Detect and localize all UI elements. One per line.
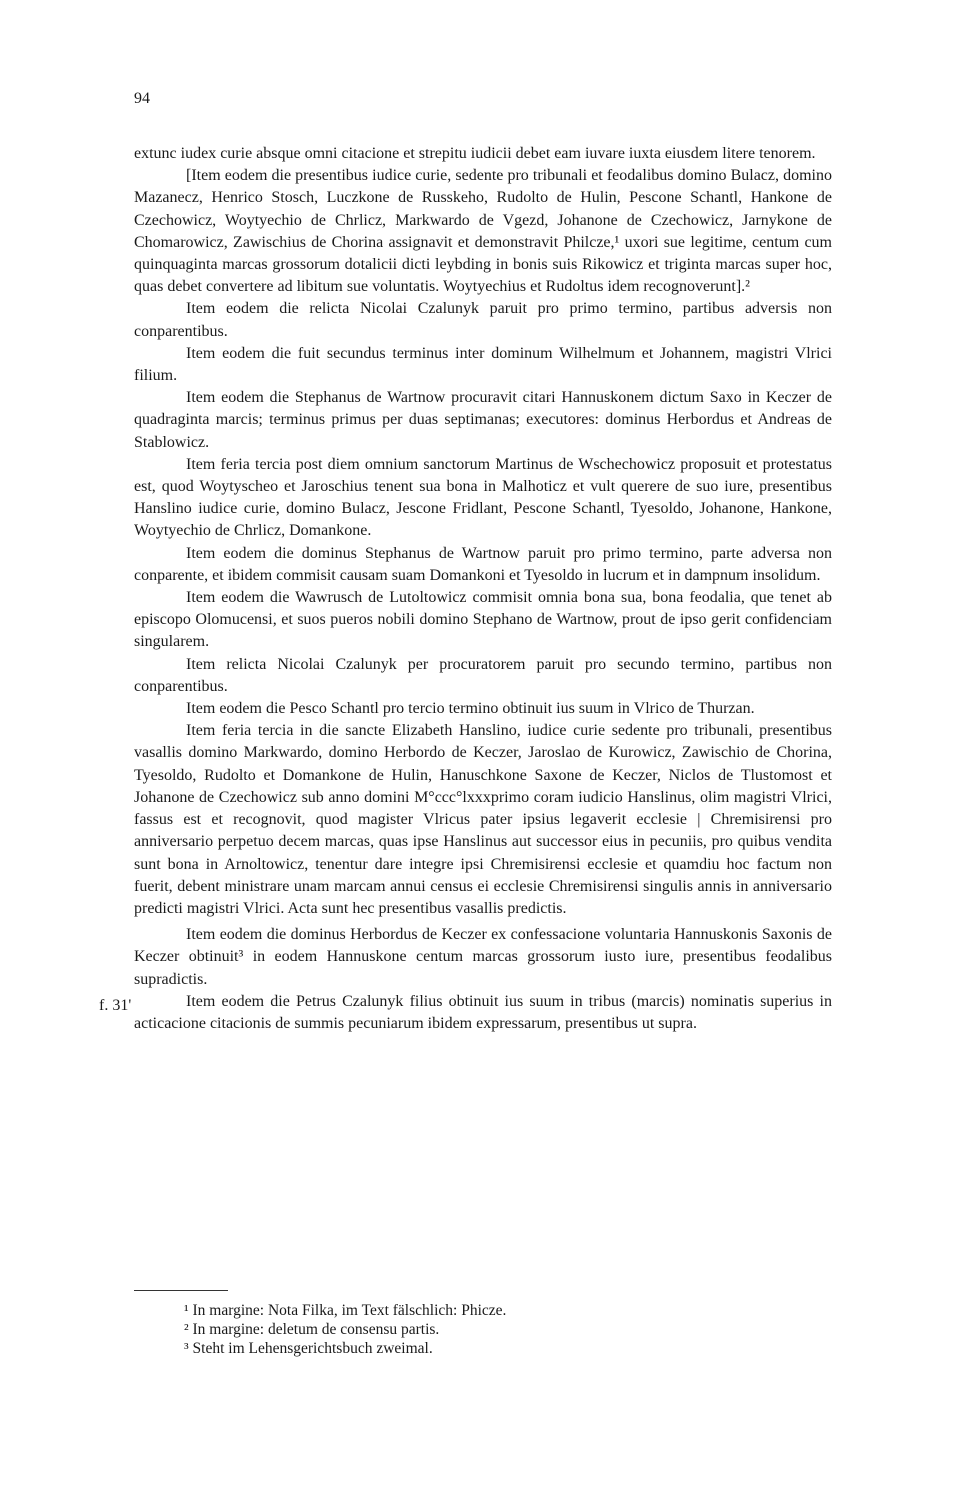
paragraph: Item eodem die dominus Stephanus de Wartnow paruit pro primo termino, parte adversa non conparente, et ibidem commisit causam suam Domankoni et Tyesoldo in lucrum et in dampnum insolidum.	[134, 544, 832, 584]
paragraph: Item eodem die Pesco Schantl pro tercio termino obtinuit ius suum in Vlrico de Thurzan.	[186, 700, 755, 718]
footnote-rule	[134, 1290, 228, 1291]
paragraph: extunc iudex curie absque omni citacione et strepitu iudicii debet eam iuvare iuxta eiusdem litere tenorem.	[134, 145, 816, 162]
paragraph: Item eodem die Wawrusch de Lutoltowicz commisit omnia bona sua, bona feodalia, que tenet ab episcopo Olomucensi, et suos pueros nobili domino Stephano de Wartnow, prout de ipso gerit confidenciam singularem.	[134, 589, 832, 651]
footnote: ³ Steht im Lehensgerichtsbuch zweimal.	[184, 1340, 433, 1357]
footnotes	[184, 1301, 506, 1358]
footnote: ¹ In margine: Nota Filka, im Text fälschlich: Phicze.	[184, 1302, 507, 1319]
paragraph: [Item eodem die presentibus iudice curie, sedente pro tribunali et feodalibus domino Bulacz, domino Mazanecz, Henrico Stosch, Luczkone de Russkeho, Rudolto de Hulin, Pescone Schantl, Hankone de Czechowicz, Woytyechio de Chrlicz, Markwardo de Vgezd, Johanone de Czechowicz, Jarnykone de Chomarowicz, Zawischius de Chorina assignavit et demonstravit Philcze,¹ uxori sue legitime, centum cum quinquaginta marcas grossorum dotalicii dicti leybding in bonis suis Rikowicz et triginta marcas super hoc, quas debet convertere ad libitum sue voluntatis. Woytyechius et Rudoltus idem recognoverunt].²	[134, 167, 832, 296]
main-text	[134, 143, 832, 1035]
paragraph: Item eodem die dominus Herbordus de Keczer ex confessacione voluntaria Hannuskonis Saxonis de Keczer obtinuit³ in eodem Hannuskone centum marcas grossorum iusto iure, presentibus feodalibus supradictis.	[134, 926, 832, 988]
page-number: 94	[134, 90, 150, 107]
paragraph: Item feria tercia in die sancte Elizabeth Hanslino, iudice curie sedente pro tribunali, presentibus vasallis domino Markwardo, domino Herbordo de Keczer, Jaroslao de Kurowicz, Zawischio de Chorina, Tyesoldo, Rudolto et Domankone de Hulin, Hanuschkone Saxone de Keczer, Niclos de Tlustomost et Johanone de Czechowicz sub anno domini M°ccc°lxxxprimo coram iudicio Hanslinus, olim magistri Vlrici, fassus est et recognovit, quod magister Vlricus pater ipsius legaverit ecclesie | Chremisirensi pro anniversario perpetuo decem marcas, quas ipse Hanslinus aut successor eius in pecuniis, pro quibus vendita sunt bona in Arnoltowicz, tenentur dare integre ipsi Chremisirensi ecclesie et quamdiu hoc factum non fuerit, debent ministrare unam marcam annui census ei ecclesie Chremisirensi singulis annis in anniversario predicti magistri Vlrici. Acta sunt hec presentibus vasallis predictis.	[134, 722, 832, 917]
paragraph: Item eodem die relicta Nicolai Czalunyk paruit pro primo termino, partibus adversis non conparentibus.	[134, 300, 832, 340]
paragraph: Item feria tercia post diem omnium sanctorum Martinus de Wschechowicz proposuit et protestatus est, quod Woytyscheo et Jaroschius tenent sua bona in Malhoticz et vult querere de suo iure, presentibus Hanslino iudice curie, domino Bulacz, Jescone Fridlant, Pescone Schantl, Tyesoldo, Johanone, Hankone, Woytyechio de Chrlicz, Domankone.	[134, 455, 832, 540]
paragraph: Item relicta Nicolai Czalunyk per procuratorem paruit pro secundo termino, partibus non conparentibus.	[134, 655, 832, 695]
margin-folio-note: f. 31'	[99, 997, 132, 1014]
paragraph: Item eodem die Stephanus de Wartnow procuravit citari Hannuskonem dictum Saxo in Keczer de quadraginta marcis; terminus primus per duas septimanas; executores: dominus Herbordus et Andreas de Stablowicz.	[134, 389, 832, 451]
paragraph: Item eodem die Petrus Czalunyk filius obtinuit ius suum in tribus (marcis) nominatis superius in acticacione citacionis de summis pecuniarum ibidem expressarum, presentibus ut supra.	[134, 992, 832, 1032]
footnote: ² In margine: deletum de consensu partis.	[184, 1321, 440, 1338]
paragraph: Item eodem die fuit secundus terminus inter dominum Wilhelmum et Johannem, magistri Vlrici filium.	[134, 344, 832, 385]
